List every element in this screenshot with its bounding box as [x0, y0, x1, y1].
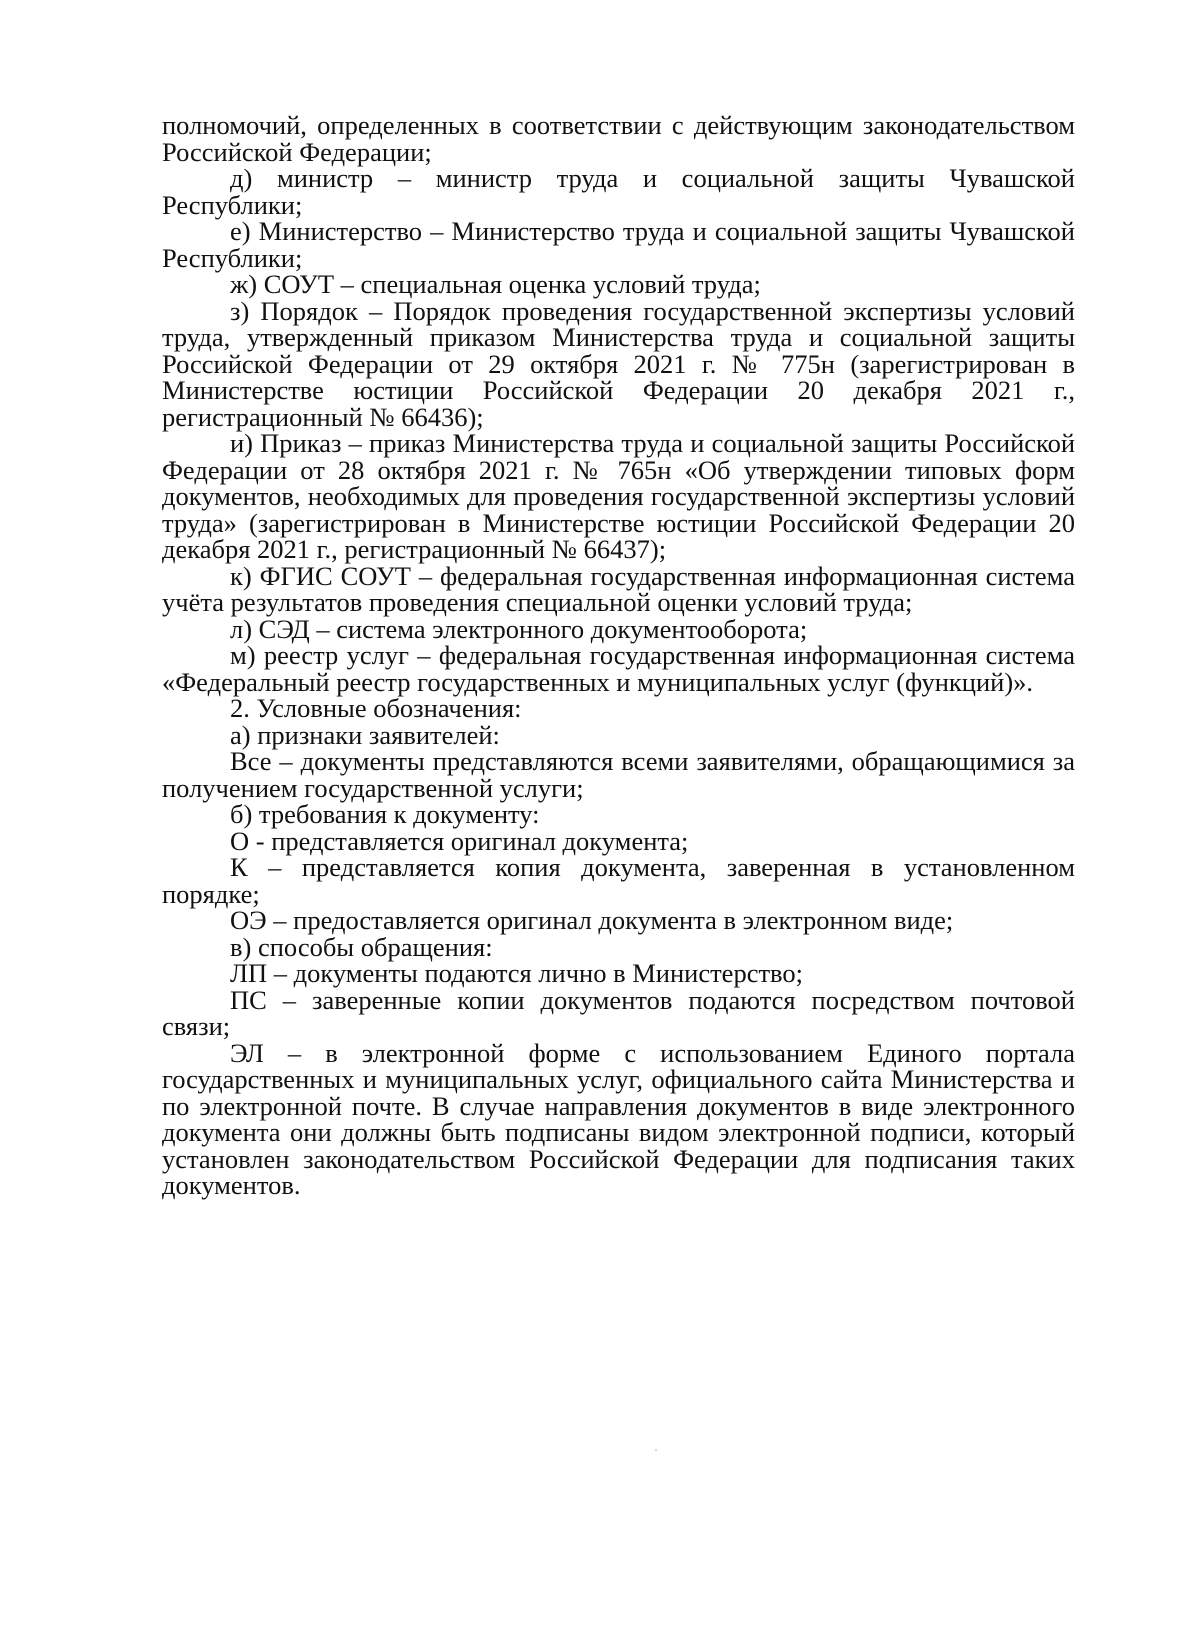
scan-speck	[655, 1449, 657, 1451]
paragraph-ps-post: ПС – заверенные копии документов подаются посредством почтовой связи;	[162, 984, 1075, 1041]
paragraph-el-electronic: ЭЛ – в электронной форме с использованием Единого портала государственных и муниципальных услуг, официального сайта Министерства и по электронной почте. В случае направления документов в виде электронного документа они должны быть подписаны видом электронной подписи, который установлен законодательством Российской Федерации для подписания таких документов.	[162, 1037, 1075, 1200]
paragraph-o-original: О - представляется оригинал документа;	[230, 825, 689, 856]
paragraph-k-copy: К – представляется копия документа, заверенная в установленном порядке;	[162, 852, 1075, 909]
paragraph-b-requirements: б) требования к документу:	[230, 799, 540, 829]
paragraph-zh-sout: ж) СОУТ – специальная оценка условий труда;	[230, 269, 761, 299]
paragraph-e-ministry: е) Министерство – Министерство труда и социальной защиты Чувашской Республики;	[162, 216, 1075, 273]
paragraph-m-reestr: м) реестр услуг – федеральная государственная информационная система «Федеральный реестр государственных и муниципальных услуг (функций)».	[162, 640, 1075, 697]
paragraph-l-sed: л) СЭД – система электронного документооборота;	[230, 613, 808, 644]
paragraph-lp-in-person: ЛП – документы подаются лично в Министерство;	[230, 958, 803, 988]
paragraph-z-poryadok: з) Порядок – Порядок проведения государственной экспертизы условий труда, утвержденный приказом Министерства труда и социальной защиты Российской Федерации от 29 октября 2021 г. № 775н (зарегистрирован в Министерстве юстиции Российской Федерации 20 декабря 2021 г., регистрационный № 66436);	[162, 295, 1075, 432]
paragraph-k-fgis-sout: к) ФГИС СОУТ – федеральная государственная информационная система учёта результатов проведения специальной оценки условий труда;	[162, 560, 1075, 617]
paragraph-all-applicants: Все – документы представляются всеми заявителями, обращающимися за получением государственной услуги;	[162, 746, 1075, 803]
section-heading-conventions: 2. Условные обозначения:	[230, 693, 522, 723]
document-body	[162, 112, 1075, 1199]
paragraph-oe-electronic: ОЭ – предоставляется оригинал документа в электронном виде;	[230, 905, 954, 935]
paragraph-v-methods: в) способы обращения:	[230, 931, 493, 962]
paragraph-d-minister: д) министр – министр труда и социальной защиты Чувашской Республики;	[162, 163, 1075, 220]
paragraph-a-applicant-signs: а) признаки заявителей:	[230, 719, 500, 750]
paragraph-i-prikaz: и) Приказ – приказ Министерства труда и социальной защиты Российской Федерации от 28 октября 2021 г. № 765н «Об утверждении типовых форм документов, необходимых для проведения государственной экспертизы условий труда» (зарегистрирован в Министерстве юстиции Российской Федерации 20 декабря 2021 г., регистрационный № 66437);	[162, 428, 1075, 564]
paragraph-continuation: полномочий, определенных в соответствии с действующим законодательством Российской Федерации;	[162, 110, 1075, 167]
